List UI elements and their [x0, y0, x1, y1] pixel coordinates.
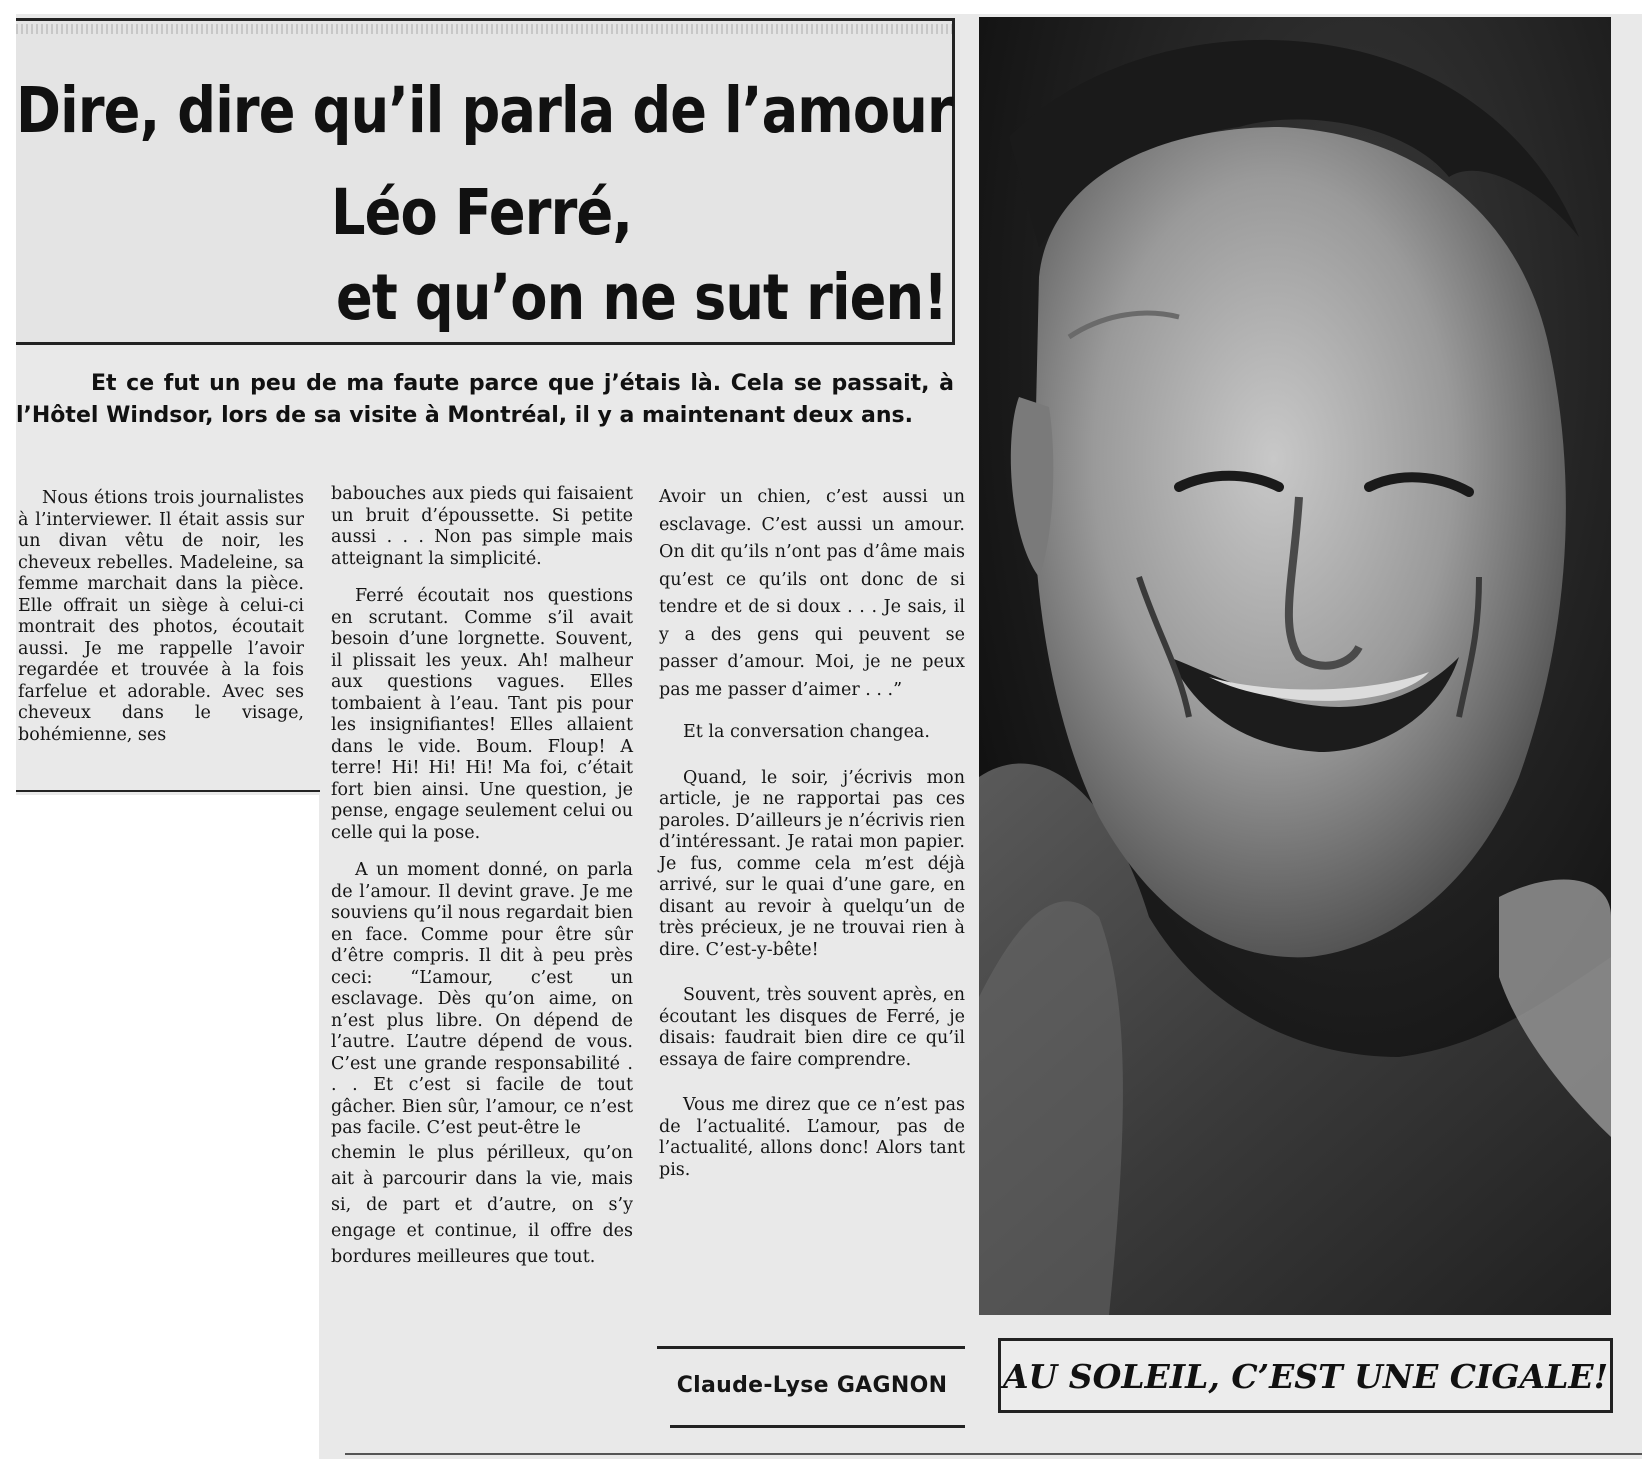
headline-border-strip: [16, 24, 952, 34]
column-3-paragraph-1: Avoir un chien, c’est aussi un esclavage. C’est aussi un amour. On dit qu’ils n’ont pas d’âme mais qu’est ce qu’ils ont donc de si tendre et de si doux . . . Je sais, il y a des gens qui peuvent se passer d’amour. Moi, je ne peux pas me passer d’aimer . . .”: [659, 487, 965, 700]
lead-paragraph: Et ce fut un peu de ma faute parce que j’étais là. Cela se passait, à l’Hôtel Windsor, lors de sa visite à Montréal, il y a maintenant deux ans.: [16, 371, 954, 428]
article-column-3: [659, 484, 965, 1197]
column-2-paragraph-1: babouches aux pieds qui faisaient un bruit d’époussette. Si petite aussi . . . Non pas simple mais atteignant la simplicité.: [331, 484, 633, 569]
byline-rule-bottom: [670, 1425, 965, 1428]
column-3-paragraph-4: Souvent, très souvent après, en écoutant les disques de Ferré, je disais: faudrait bien dire ce qu’il essaya de faire comprendre.: [659, 985, 965, 1070]
photo-caption: AU SOLEIL, C’EST UNE CIGALE!: [1002, 1357, 1609, 1396]
photo-caption-box: [998, 1338, 1613, 1413]
headline-line-3: et qu’on ne sut rien!: [336, 261, 948, 334]
column-2-paragraph-2: Ferré écoutait nos questions en scrutant. Comme s’il avait besoin d’une lorgnette. Souvent, il plissait les yeux. Ah! malheur aux questions vagues. Elles tombaient à l’eau. Tant pis pour les insignifiantes! Elles allaient dans le vide. Boum. Floup! A terre! Hi! Hi! Hi! Ma foi, c’était fort bien ainsi. Une question, je pense, engage seulement celui ou celle qui la pose.: [331, 586, 633, 843]
portrait-photo: [979, 17, 1611, 1315]
article-column-2: [331, 484, 633, 1286]
byline: Claude-Lyse GAGNON: [676, 1373, 948, 1398]
article-column-1: [18, 488, 304, 762]
byline-rule-top: [657, 1346, 965, 1349]
cutout-margin: [16, 795, 319, 1459]
column-3-paragraph-5: Vous me direz que ce n’est pas de l’actualité. L’amour, pas de l’actualité, allons donc! Alors tant pis.: [659, 1095, 965, 1180]
bottom-rule: [345, 1453, 1642, 1455]
headline-box: [16, 18, 955, 345]
column-3-paragraph-3: Quand, le soir, j’écrivis mon article, je ne rapportai pas ces paroles. D’ailleurs je n’écrivis rien d’intéressant. Je ratai mon papier. Je fus, comme cela m’est déjà arrivé, sur le quai d’une gare, en disant au revoir à quelqu’un de très précieux, je ne trouvai rien à dire. C’est-y-bête!: [659, 767, 965, 960]
headline-line-1: Dire, dire qu’il parla de l’amour: [16, 74, 953, 147]
column-1-rule: [16, 790, 320, 792]
column-2-paragraph-3-tail: chemin le plus périlleux, qu’on ait à parcourir dans la vie, mais si, de part et d’autre, on s’y engage et continue, il offre des bordures meilleures que tout.: [331, 1142, 633, 1267]
headline-line-2: Léo Ferré,: [331, 176, 633, 249]
column-1-paragraph-1: Nous étions trois journalistes à l’interviewer. Il était assis sur un divan vêtu de noir, les cheveux rebelles. Madeleine, sa femme marchait dans la pièce. Elle offrait un siège à celui-ci montrait des photos, écoutait aussi. Je me rappelle l’avoir regardée et trouvée à la fois farfelue et adorable. Avec ses cheveux dans le visage, bohémienne, ses: [18, 488, 304, 745]
column-2-paragraph-3: A un moment donné, on parla de l’amour. Il devint grave. Je me souviens qu’il nous regardait bien en face. Comme pour être sûr d’être compris. Il dit à peu près ceci: “L’amour, c’est un esclavage. Dès qu’on aime, on n’est plus libre. On dépend de l’autre. L’autre dépend de vous. C’est une grande responsabilité . . . Et c’est si facile de tout gâcher. Bien sûr, l’amour, ce n’est pas facile. C’est peut-être le: [331, 860, 633, 1138]
column-3-paragraph-2: Et la conversation changea.: [683, 722, 930, 742]
